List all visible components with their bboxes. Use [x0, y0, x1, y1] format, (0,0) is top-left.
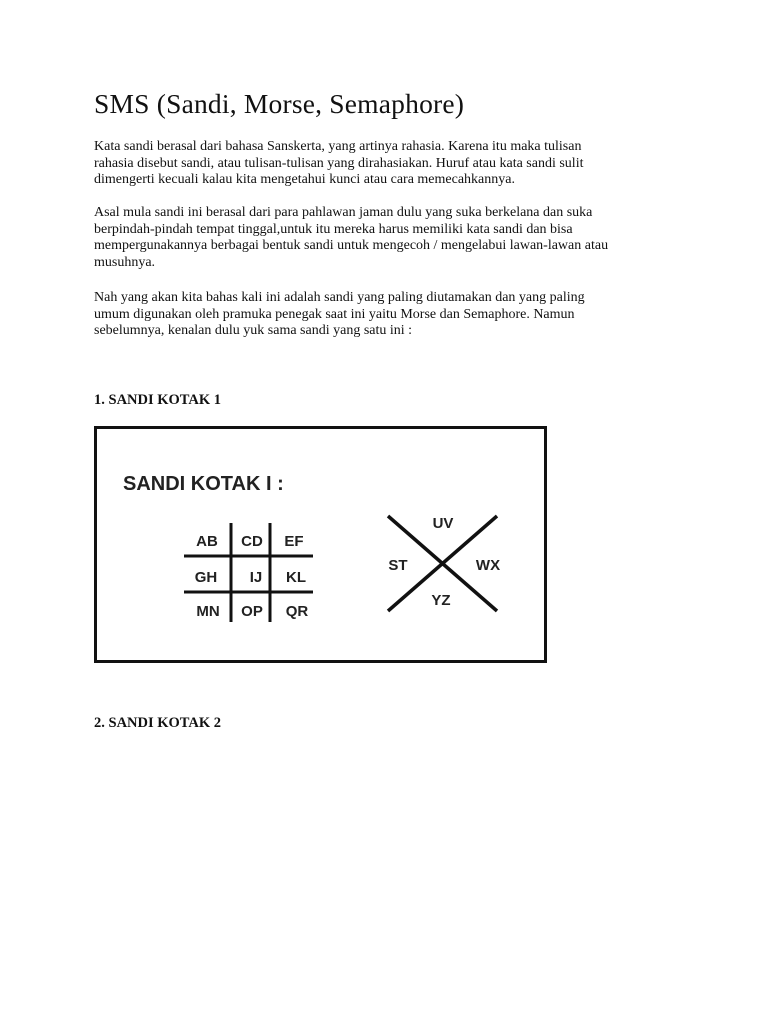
paragraph-intro	[94, 139, 684, 189]
sandi-kotak-diagram	[97, 429, 544, 660]
paragraph-topic	[94, 290, 684, 340]
grid-cell: EF	[284, 533, 304, 550]
document-title: SMS (Sandi, Morse, Semaphore)	[94, 88, 465, 119]
paragraph-line: sebelumnya, kenalan dulu yuk sama sandi yang satu ini :	[94, 323, 413, 338]
paragraph-line: musuhnya.	[94, 254, 156, 270]
figure-title: SANDI KOTAK I :	[123, 473, 284, 495]
section-heading-sandi-kotak-2: 2. SANDI KOTAK 2	[94, 715, 222, 731]
section-heading-sandi-kotak-1: 1. SANDI KOTAK 1	[94, 392, 222, 408]
grid-cell: MN	[196, 603, 220, 620]
paragraph-line: Nah yang akan kita bahas kali ini adalah sandi yang paling diutamakan dan yang paling	[94, 290, 585, 305]
cross-label-bottom: YZ	[431, 592, 451, 609]
grid-cell: AB	[196, 533, 218, 550]
paragraph-origin	[94, 205, 684, 271]
grid-cell: KL	[286, 569, 306, 586]
grid-cell: GH	[194, 569, 218, 586]
paragraph-line: dimengerti kecuali kalau kita mengetahui kunci atau cara memecahkannya.	[94, 172, 515, 187]
grid-cell: CD	[241, 533, 263, 550]
paragraph-line: Asal mula sandi ini berasal dari para pahlawan jaman dulu yang suka berkelana dan suka	[94, 205, 593, 220]
cross-label-right: WX	[475, 557, 501, 574]
paragraph-line: rahasia disebut sandi, atau tulisan-tulisan yang dirahasiakan. Huruf atau kata sandi sulit	[94, 155, 584, 171]
grid-cell: OP	[241, 603, 263, 620]
cross-label-top: UV	[432, 515, 454, 532]
grid-cell: QR	[285, 603, 309, 620]
paragraph-line: mempergunakannya berbagai bentuk sandi untuk mengecoh / mengelabui lawan-lawan atau	[94, 238, 609, 253]
paragraph-line: berpindah-pindah tempat tinggal,untuk itu mereka harus memiliki kata sandi dan bisa	[94, 221, 573, 237]
grid-cell: IJ	[249, 569, 263, 586]
paragraph-line: umum digunakan oleh pramuka penegak saat ini yaitu Morse dan Semaphore. Namun	[94, 306, 575, 322]
cross-label-left: ST	[388, 557, 408, 574]
sandi-kotak-figure	[94, 426, 547, 663]
paragraph-line: Kata sandi berasal dari bahasa Sanskerta, yang artinya rahasia. Karena itu maka tulisan	[94, 139, 582, 154]
